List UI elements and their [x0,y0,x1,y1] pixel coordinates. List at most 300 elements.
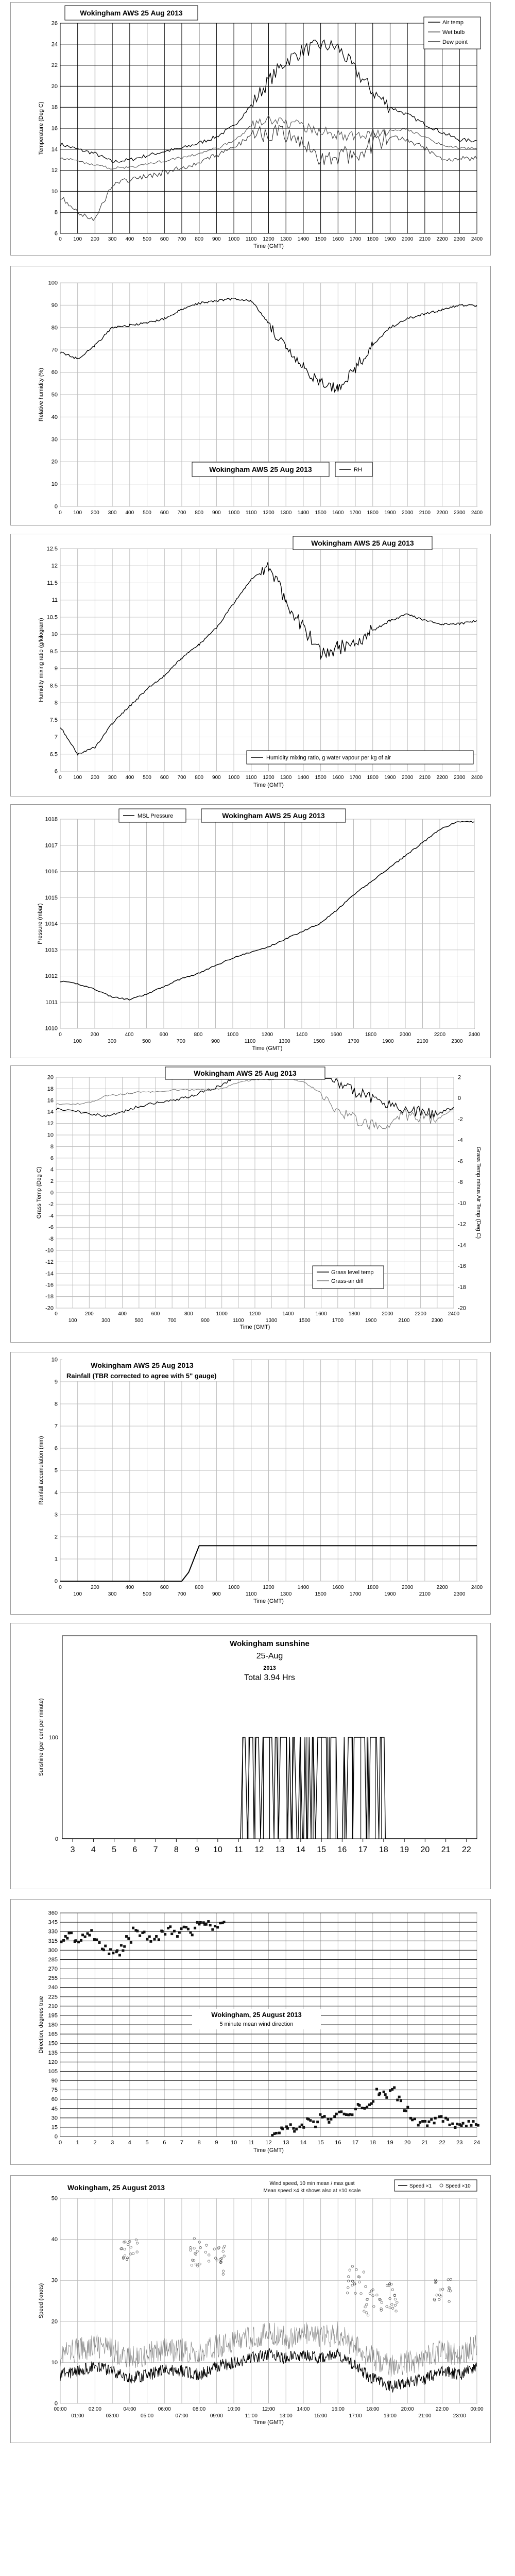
direction-point [108,1953,110,1955]
y-tick-label: 7 [54,734,58,741]
x-tick-label: 19 [387,2140,393,2146]
x-tick-label: 12:00 [262,2406,276,2412]
direction-point [84,1936,87,1938]
x-tick-label: 1200 [263,510,274,516]
x-tick-label: 18 [379,1845,388,1854]
y-tick-label: 8 [54,209,58,216]
x-tick-label: 1000 [227,1032,239,1038]
x-tick-label: 00:00 [470,2406,484,2412]
y-tick-label: 90 [51,302,58,309]
direction-point [139,1935,141,1937]
direction-point [293,2130,296,2132]
x-tick-label: 0 [59,1585,62,1590]
x-tick-label: 1200 [263,1585,274,1590]
y2-tick-label: -2 [458,1116,463,1123]
direction-point [465,2125,468,2127]
direction-point [130,1941,132,1944]
x-tick-label: 09:00 [210,2413,223,2419]
legend-label: Wet bulb [442,29,465,36]
y-tick-label: 1011 [45,999,58,1006]
direction-point [379,2092,381,2095]
x-tick-label: 700 [177,1591,186,1597]
y-tick-label: 10 [51,2359,58,2366]
x-tick-label: 21 [441,1845,451,1854]
chart-panel-temperature [10,2,491,256]
y-tick-label: -6 [48,1224,54,1231]
x-tick-label: 700 [177,510,186,516]
y2-tick-label: -20 [458,1305,466,1312]
x-tick-label: 9 [195,1845,200,1854]
x-tick-label: 23 [456,2140,463,2146]
chart-title: Wokingham AWS 25 Aug 2013 [311,539,414,547]
direction-point [102,1948,105,1951]
y-tick-label: 285 [48,1956,58,1963]
chart-title: Wokingham sunshine [230,1639,310,1648]
direction-point [424,2120,426,2123]
x-tick-label: 21:00 [418,2413,432,2419]
direction-point [70,1931,73,1934]
direction-point [477,2124,479,2127]
x-tick-label: 16:00 [331,2406,345,2412]
x-tick-label: 2300 [454,510,466,516]
direction-point [440,2115,442,2117]
direction-point [191,1934,194,1936]
y-tick-label: 18 [47,1086,54,1092]
x-tick-label: 12 [265,2140,272,2146]
direction-point [211,1928,214,1931]
y-tick-label: 1015 [45,894,58,901]
x-tick-label: 23:00 [453,2413,466,2419]
y2-tick-label: -4 [458,1137,463,1144]
direction-point [448,2124,451,2126]
x-tick-label: 3 [70,1845,75,1854]
x-tick-label: 2100 [417,1039,428,1044]
y-tick-label: 10 [51,188,58,195]
x-tick-label: 900 [212,1591,221,1597]
x-tick-label: 7 [153,1845,158,1854]
x-tick-label: 2200 [436,236,448,242]
x-tick-label: 1700 [349,510,362,516]
direction-point [302,2126,305,2129]
x-axis-label: Time (GMT) [253,2147,284,2154]
direction-point [400,2099,402,2102]
y-tick-label: 270 [48,1966,58,1972]
direction-point [275,2132,278,2134]
x-tick-label: 2300 [451,1039,463,1044]
direction-point [60,1941,63,1943]
direction-point [292,2127,295,2130]
y-tick-label: 165 [48,2031,58,2038]
direction-point [333,2115,336,2118]
x-tick-label: 1500 [315,775,327,781]
direction-point [74,1939,77,1942]
x-tick-label: 20 [404,2140,411,2146]
legend-label: MSL Pressure [138,813,174,819]
y-tick-label: -12 [45,1259,54,1265]
y-tick-label: 12 [51,563,58,569]
direction-point [328,2121,330,2124]
x-tick-label: 1900 [382,1039,394,1044]
x-tick-label: 10:00 [227,2406,241,2412]
x-tick-label: 04:00 [123,2406,136,2412]
y-tick-label: 0 [50,1190,54,1196]
direction-point [66,1937,68,1940]
y-tick-label: -20 [45,1305,54,1312]
x-axis-label: Time (GMT) [239,1324,270,1330]
x-tick-label: 1800 [365,1032,377,1038]
direction-point [148,1936,151,1938]
direction-point [312,2121,315,2123]
x-tick-label: 1700 [349,1591,362,1597]
direction-point [153,1938,156,1940]
direction-point [323,2115,326,2117]
x-tick-label: 300 [108,236,117,242]
y-tick-label: 8.5 [49,683,58,689]
y-tick-label: 12 [51,167,58,174]
y-tick-label: 10 [51,1357,58,1363]
x-tick-label: 1400 [296,1032,308,1038]
direction-point [454,2126,456,2129]
y-tick-label: 2 [54,1534,58,1540]
x-tick-label: 12 [254,1845,264,1854]
relative-humidity-chart [11,266,491,526]
direction-point [398,2096,401,2098]
x-tick-label: 200 [91,236,99,242]
x-tick-label: 800 [195,236,204,242]
direction-point [361,2107,364,2109]
direction-point [278,2132,281,2134]
direction-point [80,1939,82,1942]
x-tick-label: 19 [400,1845,409,1854]
direction-point [136,1930,139,1933]
direction-point [396,2099,399,2102]
x-tick-label: 300 [101,1318,110,1324]
y-tick-label: 40 [51,2236,58,2243]
chart-panel-rainfall [10,1352,491,1615]
direction-point [62,1939,65,1942]
x-tick-label: 13 [275,1845,285,1854]
x-tick-label: 0 [58,2140,62,2146]
x-tick-label: 2400 [468,1032,480,1038]
y-tick-label: 255 [48,1975,58,1982]
x-tick-label: 1100 [246,1591,257,1597]
direction-point [116,1950,118,1952]
direction-point [164,1933,166,1936]
y-tick-label: 8 [50,1143,54,1150]
x-tick-label: 07:00 [175,2413,188,2419]
y-tick-label: 20 [51,2318,58,2325]
direction-point [125,1935,128,1938]
direction-point [146,1938,148,1941]
y-tick-label: 90 [51,2078,58,2084]
direction-point [158,1938,160,1941]
direction-point [281,2128,284,2130]
direction-point [68,1931,71,1934]
direction-point [199,1921,202,1924]
direction-point [434,2117,437,2120]
x-tick-label: 1200 [261,1032,273,1038]
y-tick-label: 0 [54,2133,58,2140]
direction-point [421,2120,424,2123]
legend-label: RH [354,467,362,473]
x-tick-label: 1400 [297,510,310,516]
x-tick-label: 14:00 [297,2406,310,2412]
x-tick-label: 1700 [332,1318,344,1324]
x-tick-label: 1100 [246,775,257,781]
y2-tick-label: 2 [458,1074,461,1081]
x-tick-label: 10 [230,2140,237,2146]
x-tick-label: 1900 [384,1591,396,1597]
chart-total: Total 3.94 Hrs [244,1673,295,1682]
x-tick-label: 700 [177,236,186,242]
direction-point [109,1948,112,1951]
y-tick-label: 10.5 [46,614,58,621]
x-tick-label: 1000 [216,1311,228,1317]
y-tick-label: -18 [45,1294,54,1300]
y-tick-label: 0 [54,503,58,510]
y-tick-label: 18 [51,104,58,111]
direction-point [358,2104,360,2107]
x-tick-label: 800 [194,1032,203,1038]
direction-point [335,2113,338,2115]
x-tick-label: 11 [234,1845,243,1854]
x-tick-label: 100 [73,775,82,781]
y2-tick-label: -18 [458,1284,466,1291]
x-tick-label: 1000 [228,510,240,516]
x-tick-label: 2000 [402,775,414,781]
direction-point [77,1941,80,1943]
x-tick-label: 1100 [246,510,257,516]
direction-point [472,2120,475,2123]
direction-point [316,2121,319,2123]
chart-title: Wokingham AWS 25 Aug 2013 [91,1361,194,1369]
y-tick-label: 5 [54,1467,58,1474]
x-tick-label: 1100 [233,1318,244,1324]
x-tick-label: 1900 [384,236,396,242]
x-tick-label: 3 [111,2140,114,2146]
y-tick-label: 120 [48,2059,58,2065]
x-tick-label: 2000 [402,510,414,516]
x-tick-label: 900 [212,775,221,781]
x-tick-label: 600 [160,775,169,781]
y-tick-label: 6 [54,768,58,775]
x-tick-label: 22 [439,2140,445,2146]
y-tick-label: 180 [48,2022,58,2028]
x-tick-label: 17 [352,2140,359,2146]
x-axis-label: Time (GMT) [253,243,284,249]
x-tick-label: 16 [337,1845,347,1854]
x-tick-label: 500 [142,1039,151,1044]
y-tick-label: 14 [51,146,58,153]
direction-point [426,2124,428,2127]
x-tick-label: 1400 [297,775,310,781]
direction-point [81,1934,84,1936]
x-tick-label: 01:00 [71,2413,84,2419]
direction-point [219,1922,221,1924]
direction-point [414,2117,416,2120]
direction-point [351,2113,353,2116]
y-tick-label: -16 [45,1282,54,1289]
x-tick-label: 0 [59,775,62,781]
x-tick-label: 2100 [419,510,431,516]
y-tick-label: 11 [52,597,58,604]
x-tick-label: 2200 [436,510,448,516]
chart-panel-wind-direction [10,1899,491,2165]
x-tick-label: 2300 [454,236,466,242]
y2-tick-label: -14 [458,1242,466,1249]
y-tick-label: 3 [54,1512,58,1518]
chart-subtitle: 5 minute mean wind direction [219,2021,294,2027]
x-tick-label: 20:00 [401,2406,414,2412]
x-tick-label: 1300 [280,775,292,781]
y-tick-label: 2 [50,1178,54,1185]
direction-point [393,2086,396,2089]
direction-point [430,2118,433,2121]
x-tick-label: 1900 [365,1318,377,1324]
y-tick-label: 8 [54,700,58,706]
legend-label: Air temp [442,20,464,26]
direction-point [194,1927,196,1929]
direction-point [104,1945,107,1947]
y-axis-label: Sunshine (per cent per minute) [38,1698,44,1776]
legend-label: Grass level temp [331,1269,374,1276]
y-tick-label: 30 [51,2277,58,2284]
y-tick-label: 105 [48,2068,58,2075]
direction-point [132,1927,134,1929]
x-tick-label: 1500 [313,1039,325,1044]
y-tick-label: 0 [55,1836,58,1842]
legend-label: Speed ×10 [445,2183,471,2189]
y-axis-label: Temperature (Deg C) [38,101,44,155]
y-tick-label: 1017 [45,842,58,849]
y-tick-label: 8 [54,1401,58,1408]
direction-point [462,2122,465,2125]
x-tick-label: 200 [84,1311,94,1317]
x-tick-label: 16 [335,2140,341,2146]
y-tick-label: 1018 [45,816,58,823]
y-tick-label: 195 [48,2012,58,2019]
direction-point [345,2113,348,2116]
x-tick-label: 0 [59,510,62,516]
y-tick-label: 75 [51,2087,58,2094]
y-tick-label: 330 [48,1928,58,1935]
x-tick-label: 2000 [402,1585,414,1590]
x-tick-label: 900 [212,510,221,516]
sunshine-chart [11,1623,491,1890]
x-tick-label: 4 [128,2140,131,2146]
x-tick-label: 22 [461,1845,471,1854]
x-tick-label: 15:00 [314,2413,328,2419]
x-tick-label: 14 [296,1845,305,1854]
y-tick-label: -2 [48,1201,54,1208]
x-tick-label: 1600 [332,775,344,781]
x-tick-label: 00:00 [54,2406,67,2412]
y-tick-label: 100 [48,1735,58,1741]
y-tick-label: 1016 [45,869,58,875]
y-tick-label: 6 [54,230,58,237]
direction-point [295,2128,298,2130]
x-tick-label: 20 [420,1845,430,1854]
x-tick-label: 800 [184,1311,193,1317]
legend-label: Humidity mixing ratio, g water vapour per kg of air [266,755,391,761]
direction-point [372,2100,374,2103]
y-axis-label: Rainfall accumulation (mm) [38,1436,44,1505]
y-axis-label: Pressure (mbar) [37,903,43,944]
x-tick-label: 700 [167,1318,177,1324]
x-tick-label: 2400 [471,1585,483,1590]
direction-point [456,2123,458,2125]
direction-point [93,1938,96,1941]
x-tick-label: 500 [143,236,151,242]
y-tick-label: 7.5 [49,717,58,723]
y-tick-label: 135 [48,2049,58,2056]
direction-point [149,1940,152,1943]
y-tick-label: 210 [48,2003,58,2010]
x-tick-label: 17:00 [349,2413,362,2419]
direction-point [433,2122,436,2124]
direction-point [349,2113,351,2116]
x-tick-label: 400 [118,1311,127,1317]
direction-point [411,2119,414,2121]
x-tick-label: 9 [215,2140,218,2146]
y-tick-label: 60 [51,2096,58,2103]
x-tick-label: 2400 [471,510,483,516]
x-tick-label: 11:00 [245,2413,258,2419]
x-tick-label: 2200 [436,775,448,781]
direction-point [205,1923,208,1926]
x-tick-label: 2000 [402,236,414,242]
y-tick-label: 0 [54,1578,58,1585]
x-tick-label: 300 [108,510,117,516]
direction-point [118,1954,121,1956]
x-tick-label: 1300 [279,1039,290,1044]
direction-point [112,1952,114,1954]
y2-tick-label: -16 [458,1263,466,1270]
x-tick-label: 2300 [431,1318,443,1324]
y-tick-label: 100 [48,280,58,286]
x-tick-label: 02:00 [88,2406,101,2412]
x-tick-label: 100 [73,1039,82,1044]
x-tick-label: 1300 [280,510,292,516]
direction-point [98,1941,100,1944]
y-tick-label: 1010 [45,1025,58,1032]
direction-point [384,2093,387,2096]
x-tick-label: 8 [197,2140,201,2146]
x-tick-label: 700 [177,775,186,781]
rainfall-chart [11,1352,491,1615]
y-tick-label: -10 [45,1247,54,1254]
x-tick-label: 1700 [349,775,362,781]
y-tick-label: 9 [54,1379,58,1385]
x-tick-label: 2400 [471,775,483,781]
y-tick-label: 50 [51,2195,58,2202]
y-tick-label: 9.5 [49,648,58,655]
wind-direction-chart [11,1900,491,2165]
chart-title: Wokingham, 25 August 2013 [211,2011,302,2019]
legend-label: Speed ×1 [409,2183,432,2189]
direction-point [451,2123,454,2125]
x-tick-label: 900 [211,1039,220,1044]
direction-point [214,1925,216,1927]
x-tick-label: 2400 [471,236,483,242]
x-tick-label: 100 [73,1591,82,1597]
x-tick-label: 24 [473,2140,480,2146]
x-tick-label: 2400 [448,1311,460,1317]
direction-point [406,2106,409,2109]
y-tick-label: 9 [54,666,58,672]
x-tick-label: 10 [213,1845,222,1854]
x-tick-label: 1 [76,2140,79,2146]
